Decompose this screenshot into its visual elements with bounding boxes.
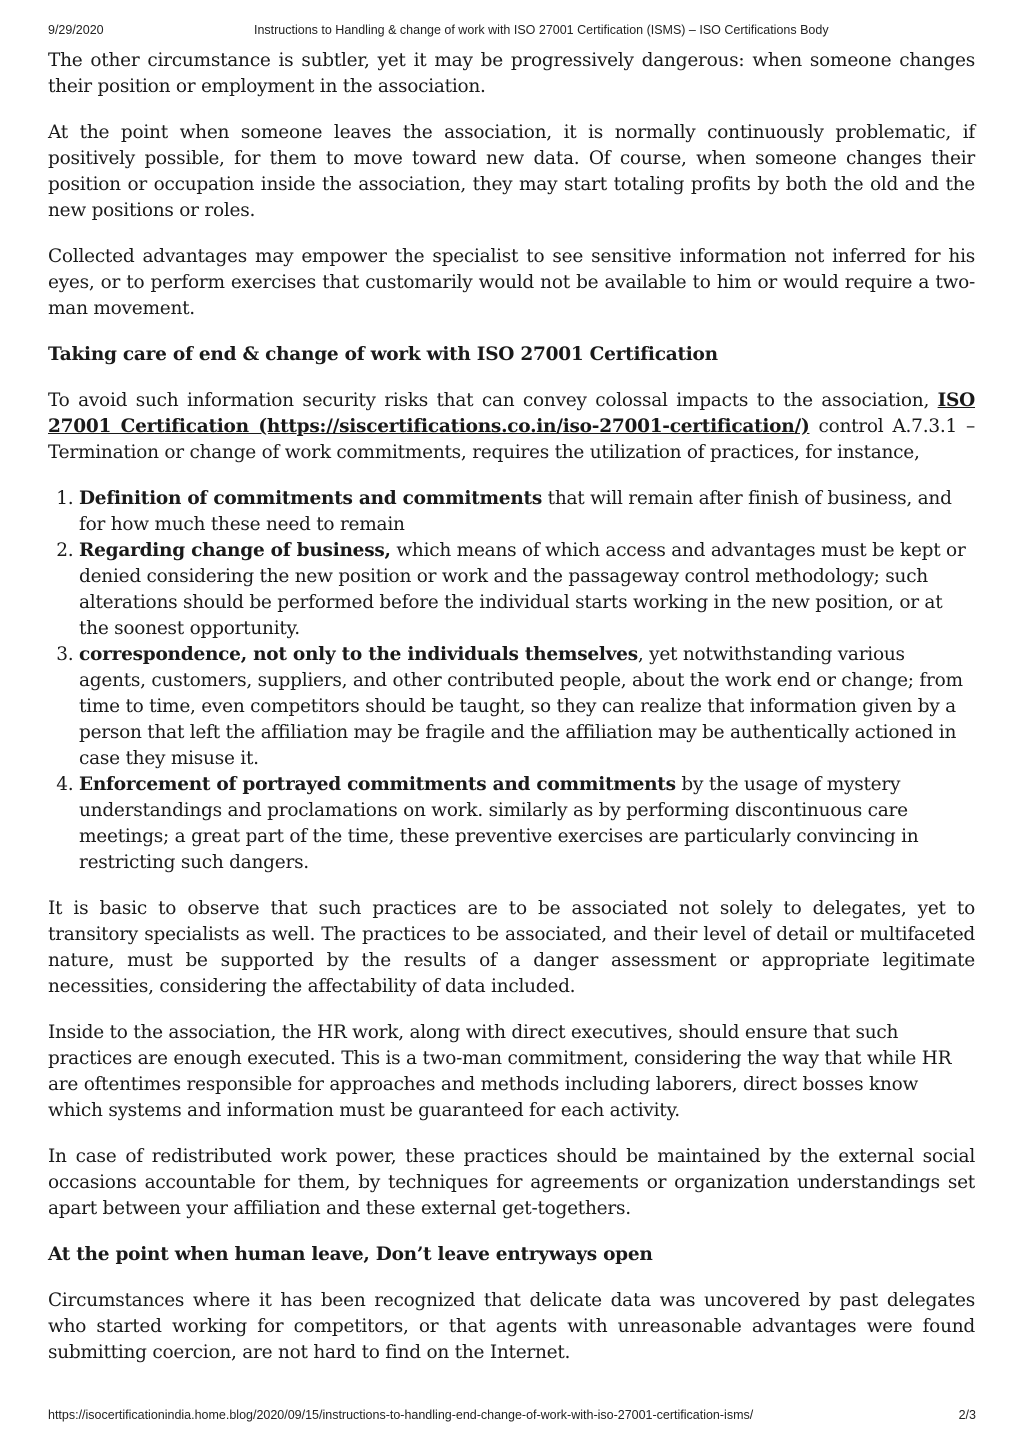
section-heading-entryways: At the point when human leave, Don’t leave entryways open xyxy=(48,1244,653,1265)
page-number: 2/3 xyxy=(958,1408,976,1422)
list-item xyxy=(79,538,975,642)
paragraph-collected-advantages: Collected advantages may empower the specialist to see sensitive information not inferred for his eyes, or to perform exercises that customarily would not be available to him or would require a two-man movement. xyxy=(48,246,975,319)
list-item-text: which means of which access and advantages must be kept or denied considering the new position or work and the passageway control methodology; such alterations should be performed before the individual starts working in the new position, or at the soonest opportunity. xyxy=(79,540,966,639)
list-item-bold: correspondence, not only to the individuals themselves xyxy=(79,644,638,665)
paragraph-circumstances: Circumstances where it has been recognized that delicate data was uncovered by past delegates who started working for competitors, or that agents with unreasonable advantages were found submitting coercion, are not hard to find on the Internet. xyxy=(48,1290,975,1363)
list-item-bold: Enforcement of portrayed commitments and commitments xyxy=(79,774,676,795)
print-date: 9/29/2020 xyxy=(48,23,104,37)
paragraph-iso-control xyxy=(48,388,975,466)
article-body xyxy=(48,48,975,1386)
list-item-bold: Definition of commitments and commitments xyxy=(79,488,542,509)
section-heading-end-change: Taking care of end & change of work with ISO 27001 Certification xyxy=(48,344,718,365)
print-header xyxy=(48,23,976,41)
list-item-text: that will remain after finish of business, and for how much these need to remain xyxy=(79,488,952,535)
paragraph-leaving-association: At the point when someone leaves the association, it is normally continuously problematic, if positively possible, for them to move toward new data. Of course, when someone changes their position or occupation inside the association, they may start totaling profits by both the old and the new positions or roles. xyxy=(48,122,975,221)
paragraph-position-change: The other circumstance is subtler, yet it may be progressively dangerous: when someone changes their position or employment in the association. xyxy=(48,50,975,97)
list-item-text: , yet notwithstanding various agents, customers, suppliers, and other contributed people, about the work end or change; from time to time, even competitors should be taught, so they can realize that information given by a person that left the affiliation may be fragile and the affiliation may be authentically actioned in case they misuse it. xyxy=(79,644,963,769)
list-item-bold: Regarding change of business, xyxy=(79,540,391,561)
practices-list xyxy=(48,486,975,876)
list-item xyxy=(79,772,975,876)
list-item-text: by the usage of mystery understandings and proclamations on work. similarly as by performing discontinuous care meetings; a great part of the time, these preventive exercises are particularly convincing in restricting such dangers. xyxy=(79,774,919,873)
iso-control-rest: control A.7.3.1 – Termination or change of work commitments, requires the utilization of practices, for instance, xyxy=(48,416,975,463)
print-page-title: Instructions to Handling & change of work with ISO 27001 Certification (ISMS) – ISO Certifications Body xyxy=(254,23,829,37)
print-url: https://isocertificationindia.home.blog/2020/09/15/instructions-to-handling-end-change-of-work-with-iso-27001-certification-isms/ xyxy=(48,1408,754,1422)
paragraph-redistributed-work: In case of redistributed work power, these practices should be maintained by the external social occasions accountable for them, by techniques for agreements or organization understandings set apart between your affiliation and these external get-togethers. xyxy=(48,1146,975,1219)
paragraph-hr-work: Inside to the association, the HR work, along with direct executives, should ensure that such practices are enough executed. This is a two-man commitment, considering the way that while HR are oftentimes responsible for approaches and methods including laborers, direct bosses know which systems and information must be guaranteed for each activity. xyxy=(48,1022,952,1121)
paragraph-transitory-specialists: It is basic to observe that such practices are to be associated not solely to delegates, yet to transitory specialists as well. The practices to be associated, and their level of detail or multifaceted nature, must be supported by the results of a danger assessment or appropriate legitimate necessities, considering the affectability of data included. xyxy=(48,898,975,997)
iso-control-intro: To avoid such information security risks that can convey colossal impacts to the association, xyxy=(48,390,938,411)
list-item xyxy=(79,642,975,772)
iso-27001-certification-link[interactable]: ISO 27001 Certification (https://siscertifications.co.in/iso-27001-certification/) xyxy=(48,390,975,437)
list-item xyxy=(79,486,975,538)
print-footer xyxy=(48,1408,976,1426)
